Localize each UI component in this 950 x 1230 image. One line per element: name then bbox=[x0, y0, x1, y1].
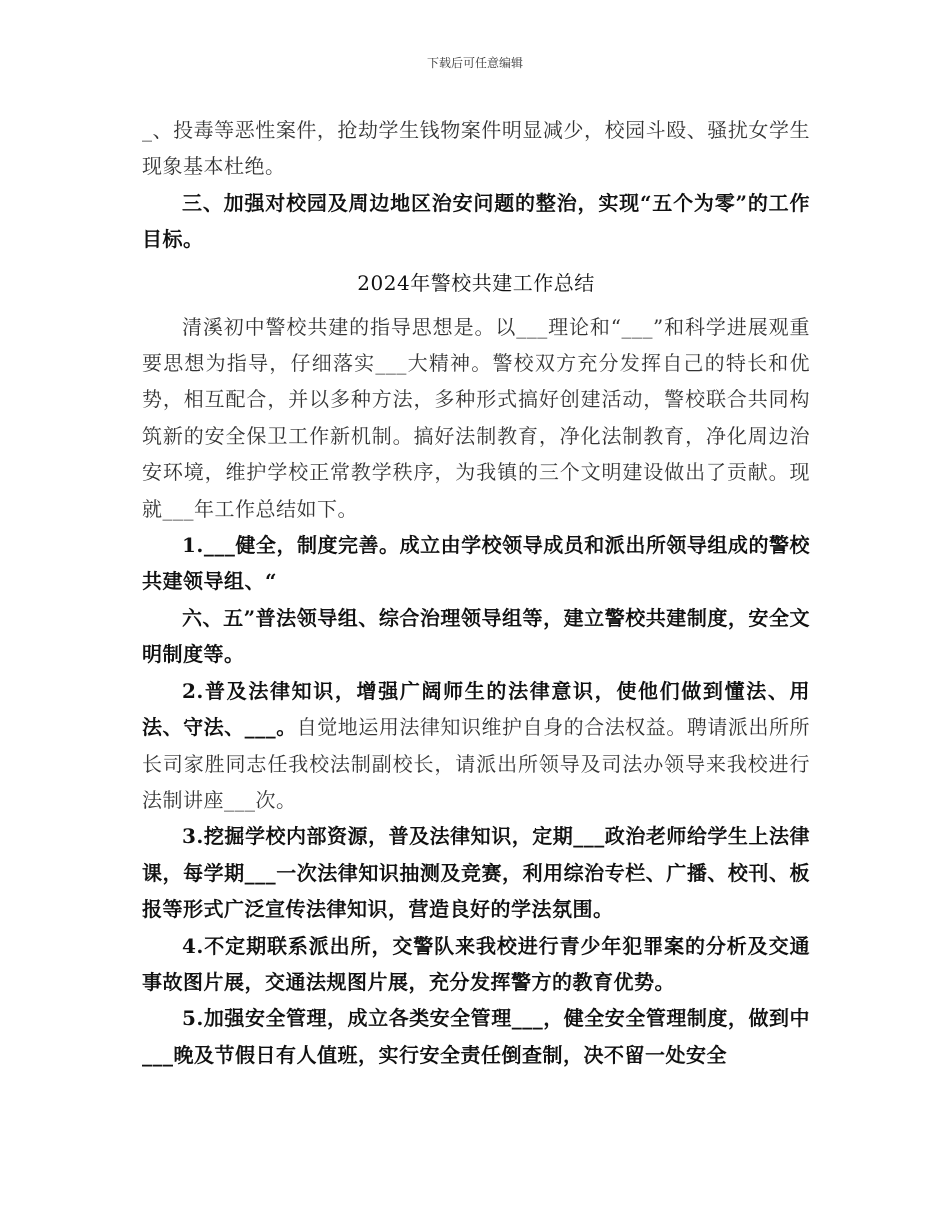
item-2-normal: 自觉地运用法律知识维护自身的合法权益。聘请派出所所长司家胜同志任我校法制副校长，请派出所领导及司法办领导来我校进行法制讲座___次。 bbox=[142, 715, 811, 812]
paragraph-intro: 清溪初中警校共建的指导思想是。以___理论和“___”和科学进展观重要思想为指导，仔细落实___大精神。警校双方充分发挥自己的特长和优势，相互配合，并以多种方法，多种形式搞好创建活动，警校联合共同构筑新的安全保卫工作新机制。搞好法制教育，净化法制教育，净化周边治安环境，维护学校正常教学秩序，为我镇的三个文明建设做出了贡献。现就___年工作总结如下。 bbox=[142, 314, 810, 521]
page-header: 下载后可任意编辑 bbox=[426, 56, 523, 70]
item-1: 1.___健全，制度完善。成立由学校领导成员和派出所领导组成的警校共建领导组、“ bbox=[142, 533, 810, 594]
item-1-continued: 六、五”普法领导组、综合治理领导组等，建立警校共建制度，安全文明制度等。 bbox=[142, 605, 810, 667]
item-5: 5.加强安全管理，成立各类安全管理___，健全安全管理制度，做到中___晚及节假日有人值班，实行安全责任倒查制，决不留一处安全 bbox=[142, 1006, 810, 1067]
paragraph-1: _、投毒等恶性案件，抢劫学生钱物案件明显减少，校园斗殴、骚扰女学生现象基本杜绝。 bbox=[142, 118, 810, 179]
item-3: 3.挖掘学校内部资源，普及法律知识，定期___政治老师给学生上法律课，每学期___一次法律知识抽测及竞赛，利用综治专栏、广播、校刊、板报等形式广泛宣传法律知识，营造良好的学法氛围。 bbox=[142, 824, 810, 922]
document-body bbox=[142, 112, 810, 1073]
document-title: 2024年警校共建工作总结 bbox=[357, 270, 595, 295]
item-2 bbox=[142, 673, 810, 819]
item-4: 4.不定期联系派出所，交警队来我校进行青少年犯罪案的分析及交通事故图片展，交通法规图片展，充分发挥警方的教育优势。 bbox=[142, 933, 810, 994]
item-2-bold: 2.普及法律知识，增强广阔师生的法律意识，使他们做到懂法、用法、守法、___。 bbox=[142, 678, 810, 740]
section-heading-3: 三、加强对校园及周边地区治安问题的整治，实现“五个为零”的工作目标。 bbox=[142, 190, 810, 252]
